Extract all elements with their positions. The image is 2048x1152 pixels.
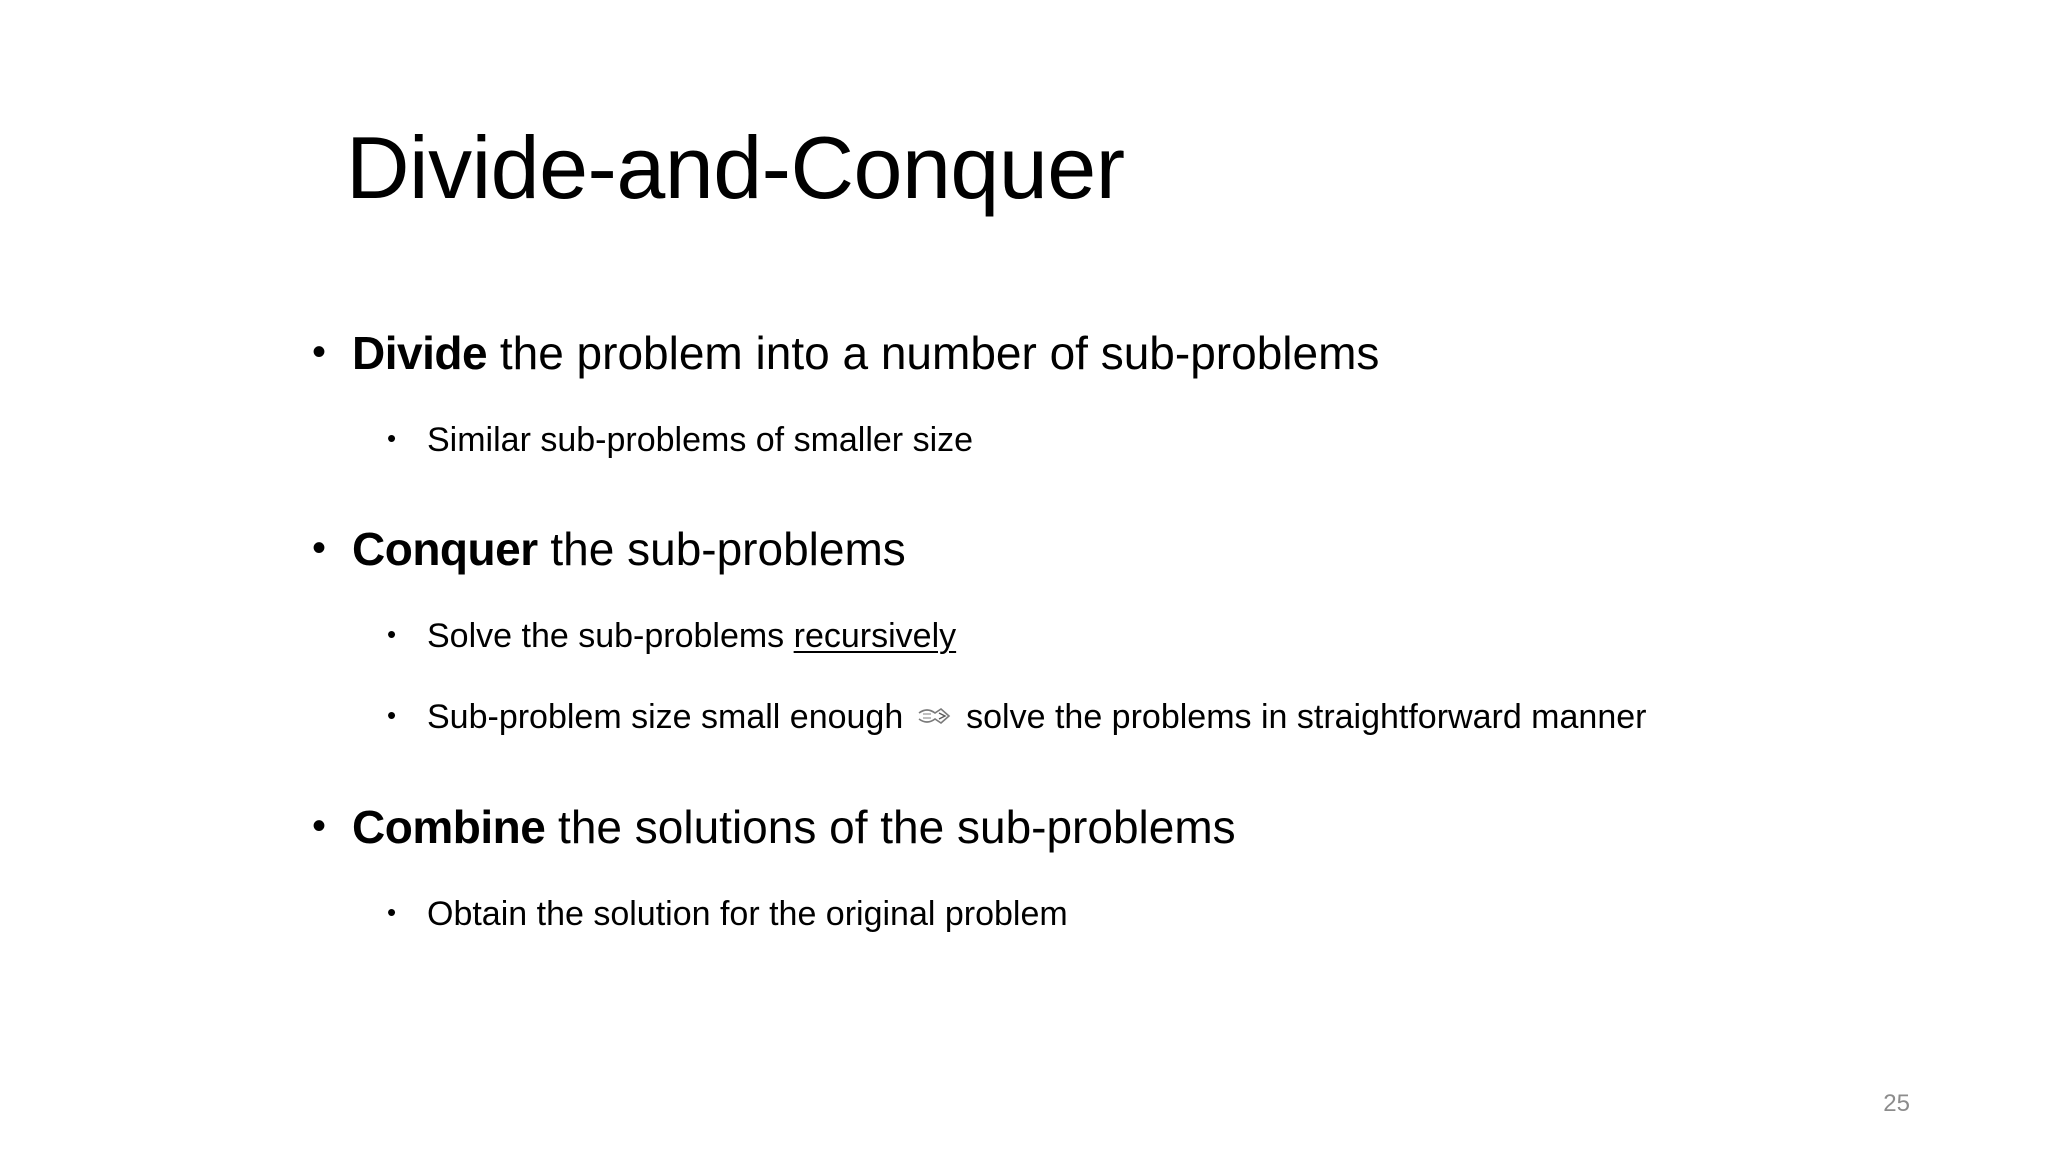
bullet-marker: • [387, 897, 397, 927]
bullet-rest: the problem into a number of sub-problems [487, 327, 1380, 379]
bullet-marker: • [387, 619, 397, 649]
bullet-keyword: Conquer [352, 523, 538, 575]
bullet-plain-text: Solve the sub-problems [427, 617, 794, 655]
bullet-text [352, 521, 906, 577]
underlined-word: recursively [793, 617, 957, 655]
bullet-marker: • [312, 330, 327, 374]
bullet-keyword: Divide [352, 327, 488, 379]
bullet-text [352, 325, 1379, 381]
bullet-marker: • [312, 526, 327, 570]
arrow-icon [917, 705, 951, 727]
slide-title: Divide-and-Conquer [346, 118, 1125, 217]
bullet-text [352, 799, 1236, 855]
bullet-marker: • [387, 423, 397, 453]
bullet-text [427, 695, 1646, 739]
bullet-keyword: Combine [352, 801, 546, 853]
bullet-text-after-icon: solve the problems in straightforward manner [956, 698, 1647, 736]
bullet-text [427, 614, 956, 658]
bullet-text: Similar sub-problems of smaller size [427, 421, 974, 459]
page-number: 25 [1883, 1090, 1910, 1117]
bullet-rest: the solutions of the sub-problems [545, 801, 1236, 853]
bullet-text-before-icon: Sub-problem size small enough [427, 698, 913, 736]
bullet-text: Obtain the solution for the original problem [427, 895, 1068, 933]
bullet-rest: the sub-problems [537, 523, 906, 575]
bullet-marker: • [387, 700, 397, 730]
bullet-marker: • [312, 804, 327, 848]
